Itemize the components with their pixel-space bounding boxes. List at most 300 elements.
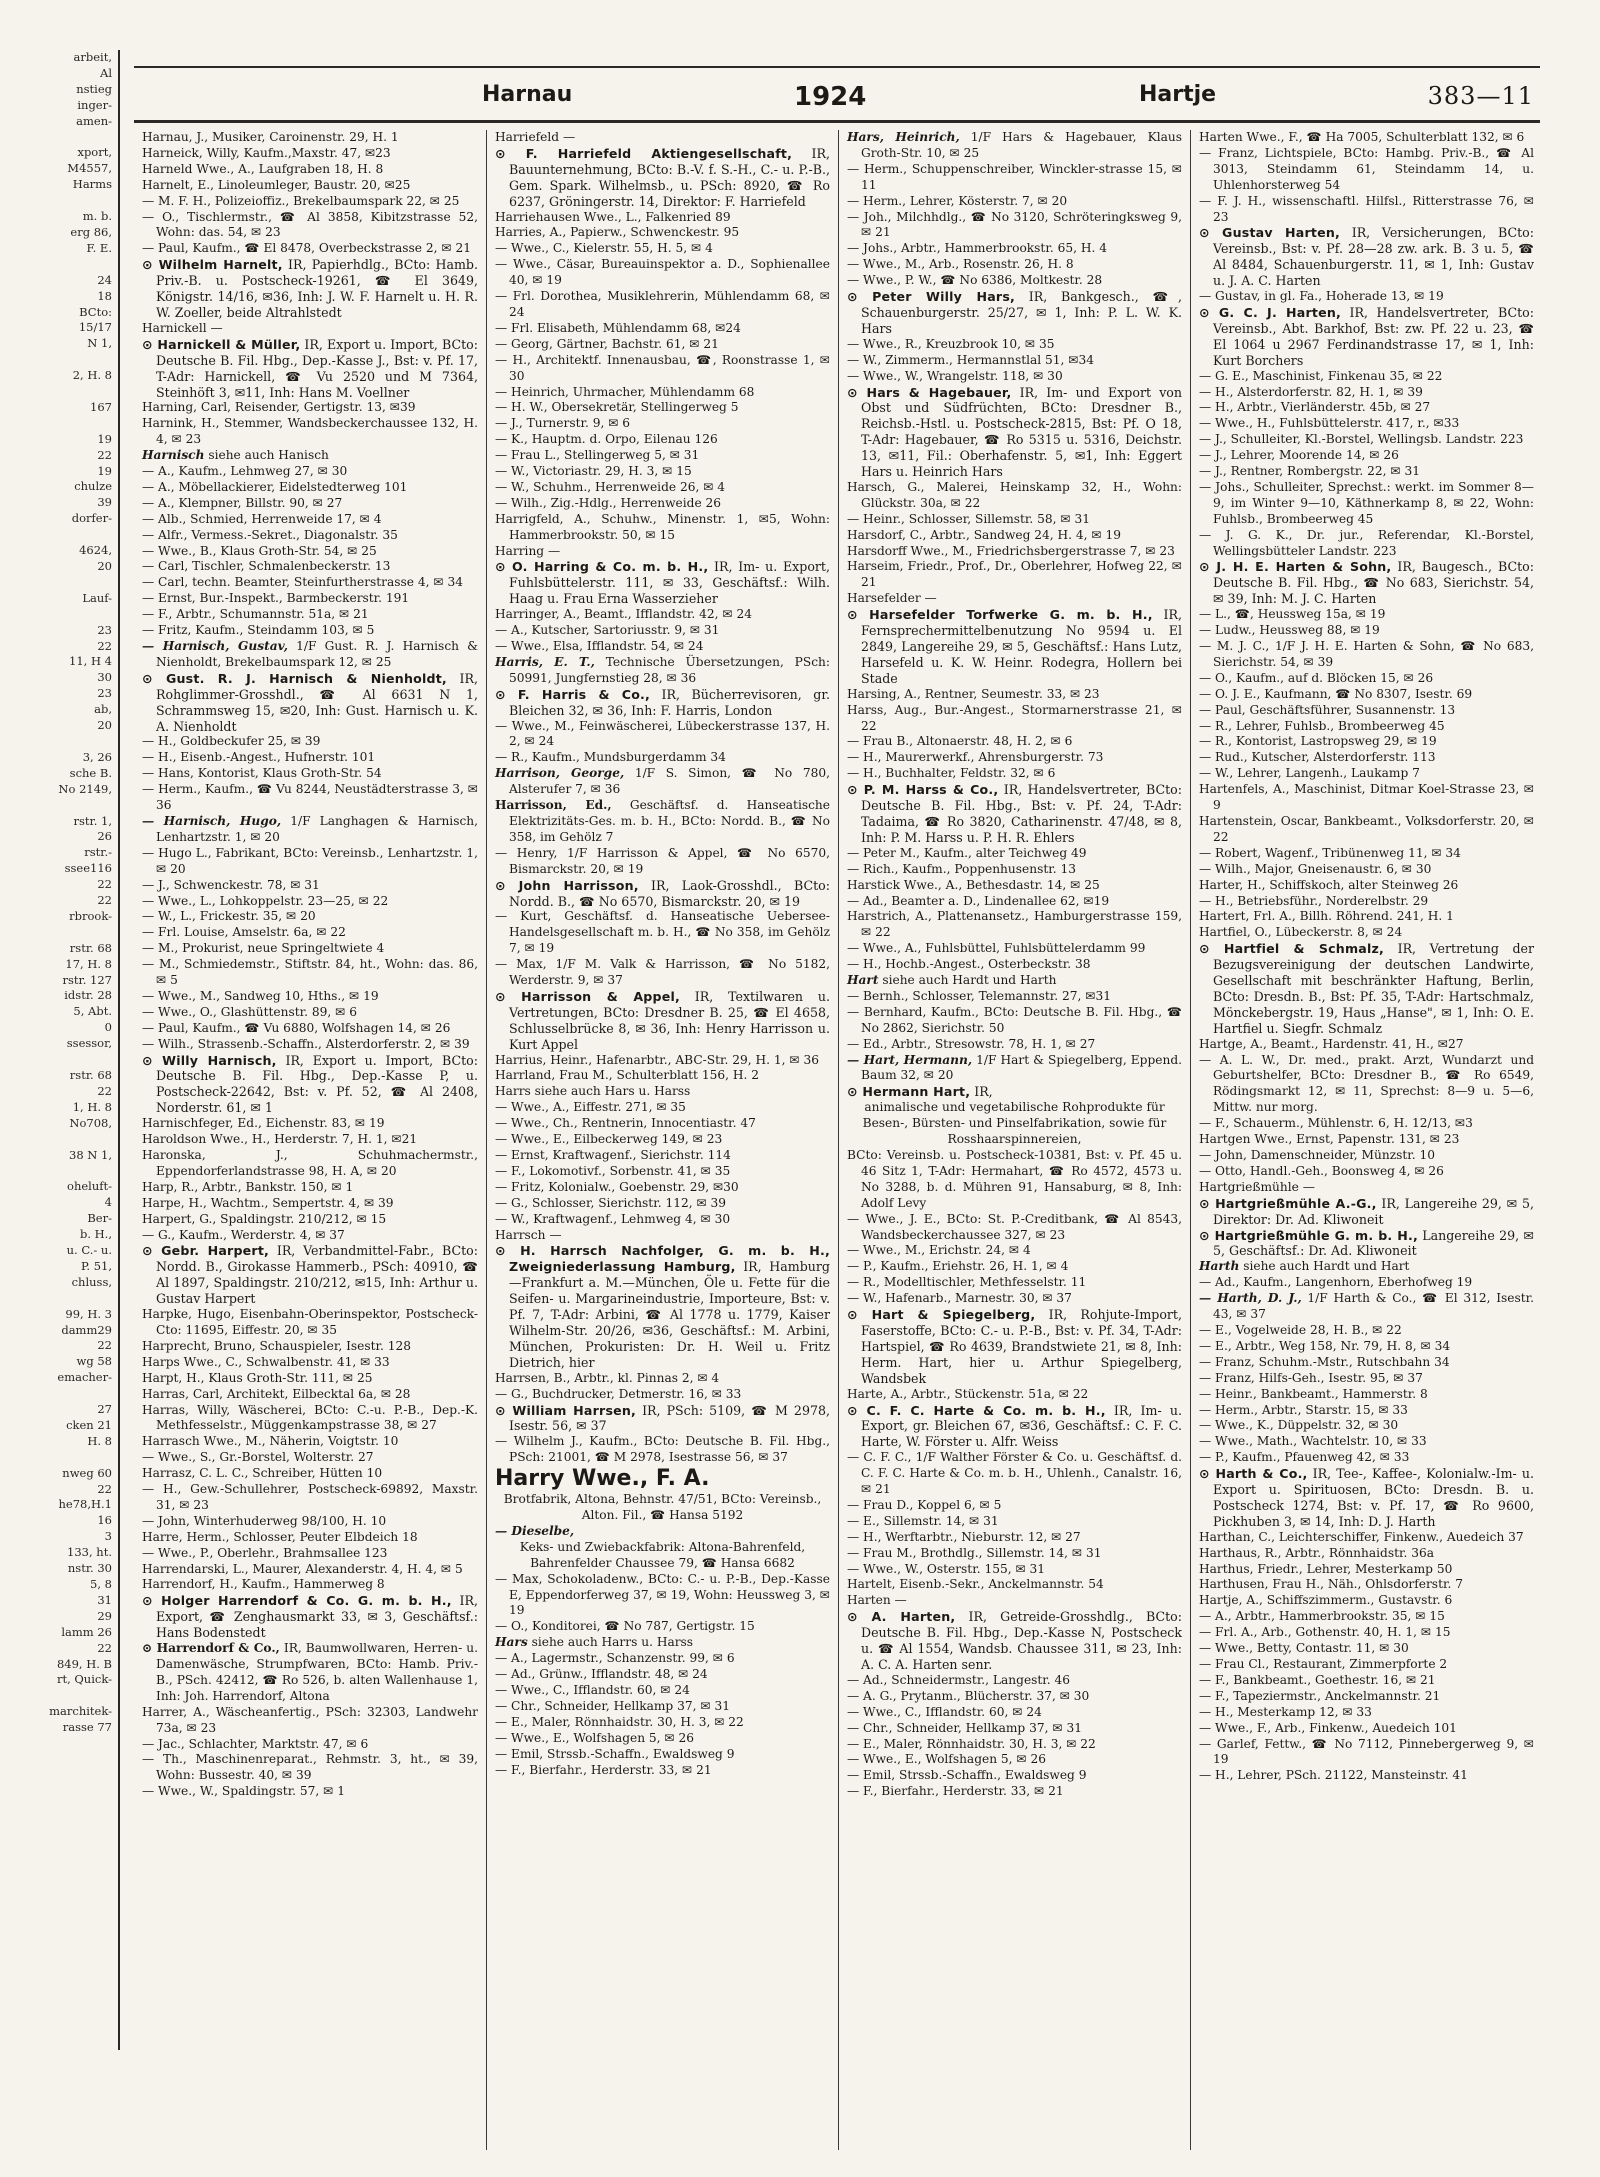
directory-entry [847, 1784, 1182, 1800]
entry-text: — Wilhelm J., Kaufm., BCto: Deutsche B. Fil. Hbg., PSch: 21001, ☎ M 2978, Isestrasse 56, ✉ 37 [495, 1434, 830, 1465]
entry-text: — E., Maler, Rönnhaidstr. 30, H. 3, ✉ 22 [847, 1736, 1096, 1751]
entry-text: Langereihe 29, ✉ 5, Geschäftsf.: Dr. Ad. Kliwoneit [1213, 1227, 1534, 1259]
directory-entry [495, 1434, 830, 1466]
directory-entry [847, 989, 1182, 1005]
strip-line: 23 [97, 686, 112, 701]
directory-entry [847, 1387, 1182, 1403]
entry-text: — Wwe., W., Spaldingstr. 57, ✉ 1 [142, 1784, 346, 1799]
entry-text: — Wilh., Zig.-Hdlg., Herrenweide 26 [495, 495, 722, 510]
entry-text: — J. G. K., Dr. jur., Referendar, Kl.-Borstel, Wellingsbütteler Landstr. 223 [1199, 527, 1534, 558]
entry-text: — Chr., Schneider, Hellkamp 37, ✉ 31 [847, 1720, 1082, 1735]
entry-text: IR, [970, 1084, 993, 1100]
entry-text: — M. F. H., Polizeioffiz., Brekelbaumspark 22, ✉ 25 [142, 193, 460, 208]
entry-text: — Wwe., P. W., ☎ No 6386, Moltkestr. 28 [847, 273, 1103, 288]
directory-entry [847, 1593, 1182, 1609]
directory-entry [495, 1524, 830, 1540]
directory-entry [847, 544, 1182, 560]
entry-text: — Wwe., Elsa, Ifflandstr. 54, ✉ 24 [495, 639, 704, 653]
entry-text: Harthaus, R., Arbtr., Rönnhaidstr. 36a [1199, 1545, 1435, 1560]
strip-line: 19 [97, 463, 112, 478]
strip-line: amen- [76, 113, 112, 128]
entry-text: Technische Übersetzungen, PSch: 50991, Jungfernstieg 28, ✉ 36 [509, 654, 830, 685]
strip-line: nstr. 30 [67, 1561, 112, 1576]
entry-text: Harten Wwe., F., ☎ Ha 7005, Schulterblatt 132, ✉ 6 [1199, 130, 1525, 144]
entry-text: Harringer, A., Beamt., Ifflandstr. 42, ✉ 24 [495, 607, 752, 622]
directory-entry [847, 1514, 1182, 1530]
entry-text: — Wwe., Math., Wachtelstr. 10, ✉ 33 [1199, 1434, 1427, 1449]
entry-text: Hartgen Wwe., Ernst, Papenstr. 131, ✉ 23 [1199, 1132, 1460, 1147]
entry-text: — A., Kutscher, Sartoriusstr. 9, ✉ 31 [495, 623, 720, 638]
directory-entry [1199, 1387, 1534, 1403]
entry-text: Hartgrießmühle — [1199, 1179, 1315, 1194]
entry-text: — F., Arbtr., Schumannstr. 51a, ✉ 21 [142, 607, 369, 622]
page-number: 383—11 [1427, 82, 1534, 110]
directory-entry [142, 544, 478, 560]
entry-name: ⊙ Hartgrießmühle A.-G., [1199, 1195, 1377, 1211]
directory-entry [495, 957, 830, 989]
directory-entry [847, 1291, 1182, 1307]
entry-name: ⊙ P. M. Harss & Co., [847, 782, 999, 798]
entry-text: — Carl, Tischler, Schmalenbeckerstr. 13 [142, 559, 391, 574]
entry-text: Harps Wwe., C., Schwalbenstr. 41, ✉ 33 [142, 1354, 390, 1369]
entry-text: — Gustav, in gl. Fa., Hoherade 13, ✉ 19 [1199, 289, 1444, 304]
entry-text: IR, Papierhdlg., BCto: Hamb. Priv.-B. u. Postscheck-19261, ☎ El 3649, Königstr. 14/16, ✉36, Inh: J. W. F. Harnelt u. H. R. W. Zoeller, beide Altrahlstedt [156, 257, 478, 320]
page-main [122, 0, 1542, 2177]
entry-text: Hartert, Frl. A., Billh. Röhrend. 241, H. 1 [1199, 909, 1454, 924]
directory-entry [1199, 448, 1534, 464]
strip-line: marchitek- [49, 1704, 112, 1719]
directory-entry [495, 1540, 830, 1572]
entry-name: — Harth, D. J., [1199, 1291, 1302, 1306]
entry-name: ⊙ John Harrisson, [495, 877, 639, 893]
directory-entry [1199, 1323, 1534, 1339]
entry-text: Geschäftsf. d. Hanseatische Elektrizitäts-Ges. m. b. H., BCto: Nordd. B., ☎ No 358, im Gehölz 7 [509, 798, 830, 844]
entry-text: — W., Hafenarb., Marnestr. 30, ✉ 37 [847, 1291, 1072, 1306]
directory-entry [495, 544, 830, 560]
entry-text: — Fritz, Kolonialw., Goebenstr. 29, ✉30 [495, 1179, 739, 1194]
strip-line: 99, H. 3 [65, 1306, 112, 1321]
directory-entry [847, 1243, 1182, 1259]
strip-line: 2, H. 8 [72, 368, 112, 383]
directory-entry [495, 1635, 830, 1651]
entry-text: — O., Konditorei, ☎ No 787, Gertigstr. 15 [495, 1619, 755, 1634]
entry-text: — A. G., Prytanm., Blücherstr. 37, ✉ 30 [847, 1688, 1090, 1703]
strip-line: ssessor, [66, 1036, 112, 1051]
entry-name: Harth [1199, 1259, 1240, 1274]
directory-entry [495, 607, 830, 623]
entry-text: — Frl. Dorothea, Musiklehrerin, Mühlendamm 68, ✉ 24 [495, 289, 830, 319]
directory-entry [495, 416, 830, 432]
entry-text: IR, Bücherrevisoren, gr. Bleichen 32, ✉ 36, Inh: F. Harris, London [509, 686, 830, 718]
directory-entry [1199, 1562, 1534, 1578]
directory-entry [1199, 1689, 1534, 1705]
directory-entry [1199, 432, 1534, 448]
entry-text: — J., Lehrer, Moorende 14, ✉ 26 [1199, 448, 1399, 463]
directory-entry [142, 1562, 478, 1578]
directory-entry [495, 1466, 830, 1492]
directory-entry [142, 528, 478, 544]
directory-entry [495, 559, 830, 607]
directory-entry [1199, 369, 1534, 385]
strip-line [0, 575, 118, 591]
directory-entry [1199, 1673, 1534, 1689]
entry-text: Harriefeld — [495, 130, 576, 144]
directory-entry [495, 846, 830, 878]
directory-entry [142, 1132, 478, 1148]
directory-entry [142, 1228, 478, 1244]
strip-line [0, 607, 118, 623]
entry-text: IR, Hamburg—Frankfurt a. M.—München, Öle u. Fette für die Seifen- u. Margarineindustrie, Importeure, Bst: v. Pf. 7, T-Adr: Arbini, ☎ Al 1778 u. 1779, Kaiser Wilhelm-Str. 20/26, ✉36, Geschäftsf.: M. Arbini, München, Prokuristen: Dr. H. Weil u. Fritz Dietrich, hier [509, 1259, 830, 1370]
previous-page-strip [0, 50, 120, 2050]
entry-text: — P., Kaufm., Pfauenweg 42, ✉ 33 [1199, 1450, 1410, 1465]
entry-text: — E., Arbtr., Weg 158, Nr. 79, H. 8, ✉ 34 [1199, 1338, 1451, 1353]
directory-entry [495, 1371, 830, 1387]
entry-text: Harpert, G., Spaldingstr. 210/212, ✉ 15 [142, 1211, 387, 1226]
directory-entry [142, 1737, 478, 1753]
strip-line: 16 [97, 1513, 112, 1528]
directory-entry [847, 1752, 1182, 1768]
entry-name: ⊙ Harth & Co., [1199, 1466, 1308, 1482]
entry-text: — J., Schulleiter, Kl.-Borstel, Wellingsb. Landstr. 223 [1199, 432, 1524, 447]
strip-line: inger- [77, 97, 112, 112]
entry-text: IR, Versicherungen, BCto: Vereinsb., Bst: v. Pf. 28—28 zw. ark. B. 3 u. 5, ☎ Al 8484, Schauenburgerstr. 11, ✉ 1, Inh: Gustav u. J. A. C. Harten [1213, 225, 1534, 289]
directory-entry [847, 1737, 1182, 1753]
directory-entry [847, 1307, 1182, 1387]
entry-text: — W., Victoriastr. 29, H. 3, ✉ 15 [495, 464, 692, 479]
directory-entry [142, 878, 478, 894]
directory-entry [1199, 225, 1534, 289]
strip-line: u. C.- u. [66, 1242, 112, 1257]
strip-line: 15/17 [78, 320, 112, 335]
entry-name: ⊙ Gustav Harten, [1199, 225, 1341, 241]
strip-line: M4557, [67, 161, 112, 176]
entry-name: Hart [847, 973, 879, 988]
directory-entry [1199, 1625, 1534, 1641]
entry-text: IR, Tee-, Kaffee-, Kolonialw.-Im- u. Export u. Spirituosen, BCto: Dresdn. B. u. Postscheck 1274, Bst: v. Pf. 17, ☎ Ro 9600, Pickhuben 3, ✉ 14, Inh: D. J. Harth [1213, 1466, 1534, 1529]
entry-text: — Rud., Kutscher, Alsterdorferstr. 113 [1199, 750, 1436, 765]
entry-name: ⊙ C. F. C. Harte & Co. m. b. H., [847, 1402, 1106, 1418]
strip-line [0, 1132, 118, 1148]
entry-text: Harsdorff Wwe., M., Friedrichsbergerstrasse 7, ✉ 23 [847, 543, 1175, 558]
directory-entry [847, 1100, 1182, 1148]
entry-text: Harrasz, C. L. C., Schreiber, Hütten 10 [142, 1466, 383, 1481]
directory-entry [847, 766, 1182, 782]
strip-line: nstieg [76, 81, 112, 96]
directory-entry [847, 257, 1182, 273]
strip-line: 3 [104, 1529, 112, 1544]
directory-entry [142, 925, 478, 941]
strip-line: 5, 8 [90, 1577, 112, 1591]
entry-text: — Wwe., B., Klaus Groth-Str. 54, ✉ 25 [142, 543, 377, 558]
entry-text: Harnau, J., Musiker, Caroinenstr. 29, H. 1 [142, 130, 399, 144]
directory-entry [495, 1100, 830, 1116]
entry-text: — E., Maler, Rönnhaidstr. 30, H. 3, ✉ 22 [495, 1714, 744, 1729]
strip-line: Harms [72, 177, 112, 192]
entry-text: Harries, A., Papierw., Schwenckestr. 95 [495, 225, 740, 240]
entry-text: — Wwe., W., Wrangelstr. 118, ✉ 30 [847, 368, 1063, 383]
header-rule [134, 120, 1540, 123]
strip-line: 22 [97, 1338, 112, 1353]
entry-name: Hars [495, 1635, 528, 1650]
directory-entry [142, 1116, 478, 1132]
entry-text: Harning, Carl, Reisender, Gertigstr. 13, ✉39 [142, 400, 416, 415]
entry-name: ⊙ Gebr. Harpert, [142, 1243, 270, 1259]
directory-entry [1199, 782, 1534, 814]
directory-entry [847, 1148, 1182, 1212]
entry-text: Harprecht, Bruno, Schauspieler, Isestr. 128 [142, 1338, 412, 1353]
entry-text: Harseim, Friedr., Prof., Dr., Oberlehrer, Hofweg 22, ✉ 21 [847, 559, 1182, 590]
entry-text: — Wilh., Strassenb.-Schaffn., Alsterdorferstr. 2, ✉ 39 [142, 1036, 470, 1051]
directory-entry [847, 1530, 1182, 1546]
entry-text: — Alb., Schmied, Herrenweide 17, ✉ 4 [142, 511, 382, 526]
entry-text: Harrius, Heinr., Hafenarbtr., ABC-Str. 29, H. 1, ✉ 36 [495, 1052, 819, 1067]
entry-text: 1/F Hart & Spiegelberg, Eppend. Baum 32, ✉ 20 [861, 1052, 1182, 1083]
strip-line [0, 1450, 118, 1466]
directory-entry [1199, 671, 1534, 687]
directory-entry [495, 1164, 830, 1180]
directory-entry [142, 480, 478, 496]
strip-line: arbeit, [73, 50, 112, 64]
entry-text: — F., Bierfahr., Herderstr. 33, ✉ 21 [495, 1762, 712, 1777]
entry-text: Harnelt, E., Linoleumleger, Baustr. 20, ✉25 [142, 177, 411, 192]
directory-entry [847, 1689, 1182, 1705]
header-first-name: Harnau [482, 82, 573, 107]
directory-entry [142, 639, 478, 671]
directory-entry [847, 1609, 1182, 1673]
directory-entry [495, 400, 830, 416]
directory-entry [847, 528, 1182, 544]
directory-entry [495, 1699, 830, 1715]
entry-text: — Ad., Schneidermstr., Langestr. 46 [847, 1672, 1071, 1687]
directory-entry [142, 1546, 478, 1562]
directory-entry [495, 1572, 830, 1620]
entry-name: ⊙ Harrisson & Appel, [495, 988, 680, 1004]
strip-line: 30 [97, 670, 112, 685]
entry-text: — W., L., Frickestr. 35, ✉ 20 [142, 909, 316, 924]
entry-text: Harp, R., Arbtr., Bankstr. 150, ✉ 1 [142, 1179, 354, 1194]
strip-line: 5, Abt. [73, 1004, 112, 1019]
directory-entry [495, 719, 830, 751]
directory-entry [1199, 766, 1534, 782]
entry-text: — Frau D., Koppel 6, ✉ 5 [847, 1497, 1002, 1512]
entry-text: — Wwe., Ch., Rentnerin, Innocentiastr. 47 [495, 1116, 756, 1131]
directory-entry [142, 1514, 478, 1530]
entry-text: 1/F Hars & Hagebauer, Klaus Groth-Str. 10, ✉ 25 [861, 130, 1182, 160]
directory-entry [495, 1619, 830, 1635]
directory-entry [847, 1403, 1182, 1451]
strip-line: BCto: [79, 304, 112, 319]
directory-entry [495, 257, 830, 289]
directory-entry [142, 1387, 478, 1403]
entry-name: — Harnisch, Hugo, [142, 813, 282, 828]
entry-text: — Max, 1/F M. Valk & Harrisson, ☎ No 5182, Werderstr. 9, ✉ 37 [495, 957, 830, 988]
directory-entry [495, 687, 830, 719]
entry-text: — Rich., Kaufm., Poppenhusenstr. 13 [847, 861, 1076, 876]
entry-text: — W., Kraftwagenf., Lehmweg 4, ✉ 30 [495, 1211, 731, 1226]
directory-entry [142, 1355, 478, 1371]
entry-text: — L., ☎, Heussweg 15a, ✉ 19 [1199, 607, 1386, 622]
directory-entry [142, 607, 478, 623]
entry-text: — Frl. Louise, Amselstr. 6a, ✉ 22 [142, 925, 346, 940]
entry-text: — Carl, techn. Beamter, Steinfurtherstrasse 4, ✉ 34 [142, 575, 463, 590]
directory-entry [142, 846, 478, 878]
directory-entry [142, 750, 478, 766]
directory-entry [495, 385, 830, 401]
entry-text: — Wwe., M., Arb., Rosenstr. 26, H. 8 [847, 257, 1074, 272]
entry-text: — Johs., Arbtr., Hammerbrookstr. 65, H. 4 [847, 241, 1107, 256]
directory-entry [142, 321, 478, 337]
entry-text: Harpt, H., Klaus Groth-Str. 111, ✉ 25 [142, 1370, 373, 1385]
strip-line [0, 193, 118, 209]
entry-text: — F. J. H., wissenschaftl. Hilfsl., Ritterstrasse 76, ✉ 23 [1199, 193, 1534, 224]
entry-text: IR, Rohjute-Import, Faserstoffe, BCto: C.- u. P.-B., Bst: v. Pf. 34, T-Adr: Hartspiel, ☎ Ro 4639, Brandstwiete 21, ✉ 8, Inh: Herm. Hart, hier u. Arthur Spiegelberg, Wandsbek [861, 1307, 1182, 1386]
directory-entry [847, 385, 1182, 480]
directory-entry [1199, 623, 1534, 639]
directory-entry [142, 1482, 478, 1514]
entry-text: — G., Buchdrucker, Detmerstr. 16, ✉ 33 [495, 1386, 742, 1401]
directory-entry [847, 862, 1182, 878]
directory-entry [142, 416, 478, 448]
directory-entry [142, 178, 478, 194]
directory-entry [1199, 559, 1534, 607]
entry-text: — Wwe., L., Lohkoppelstr. 23—25, ✉ 22 [142, 893, 389, 908]
entry-text: — Wilh., Major, Gneisenaustr. 6, ✉ 30 [1199, 861, 1432, 876]
strip-line: emacher- [57, 1370, 112, 1385]
entry-text: — Hans, Kontorist, Klaus Groth-Str. 54 [142, 766, 382, 781]
strip-line [0, 1052, 118, 1068]
entry-name: ⊙ A. Harten, [847, 1609, 956, 1625]
entry-text: — Garlef, Fettw., ☎ No 7112, Pinnebergerweg 9, ✉ 19 [1199, 1736, 1534, 1767]
entry-text: — Robert, Wagenf., Tribünenweg 11, ✉ 34 [1199, 845, 1461, 860]
directory-entry [495, 146, 830, 210]
directory-entry [495, 496, 830, 512]
entry-text: — Henry, 1/F Harrisson & Appel, ☎ No 6570, Bismarckstr. 20, ✉ 19 [495, 845, 830, 876]
entry-text: — H., Goldbeckufer 25, ✉ 39 [142, 734, 321, 749]
directory-entry [1199, 687, 1534, 703]
directory-entry [495, 289, 830, 321]
directory-entry [847, 1562, 1182, 1578]
strip-line: 22 [97, 447, 112, 462]
directory-entry [495, 750, 830, 766]
strip-line [0, 257, 118, 273]
strip-line: 22 [97, 1481, 112, 1496]
directory-entry [495, 1492, 830, 1524]
directory-entry [847, 957, 1182, 973]
directory-entry [142, 1434, 478, 1450]
entry-name: ⊙ Harnickell & Müller, [142, 336, 301, 352]
entry-text: — John, Winterhuderweg 98/100, H. 10 [142, 1513, 387, 1528]
directory-entry [1199, 1164, 1534, 1180]
entry-text: — H., Maurerwerkf., Ahrensburgerstr. 73 [847, 750, 1104, 765]
directory-entry [495, 1212, 830, 1228]
entry-text: — Wwe., O., Glashüttenstr. 89, ✉ 6 [142, 1004, 357, 1019]
strip-line [0, 384, 118, 400]
directory-entry [847, 1705, 1182, 1721]
entry-text: IR, Laok-Grosshdl., BCto: Nordd. B., ☎ No 6570, Bismarckstr. 20, ✉ 19 [509, 877, 830, 909]
entry-text: — Johs., Schulleiter, Sprechst.: werkt. im Sommer 8—9, im Winter 9—10, Käthnerkamp 8, ✉ 22, Wohn: Fuhlsb., Brombeerweg 45 [1199, 479, 1534, 526]
entry-name: ⊙ Peter Willy Hars, [847, 289, 1015, 305]
running-header [134, 82, 1536, 112]
entry-text: Harriehausen Wwe., L., Falkenried 89 [495, 209, 731, 224]
entry-text: — H., Eisenb.-Angest., Hufnerstr. 101 [142, 750, 376, 765]
directory-entry [847, 130, 1182, 162]
directory-entry [1199, 400, 1534, 416]
directory-entry [1199, 416, 1534, 432]
entry-text: — H., Mesterkamp 12, ✉ 33 [1199, 1704, 1372, 1719]
strip-line: xport, [77, 145, 112, 160]
directory-entry [142, 1371, 478, 1387]
entry-text: — H., Hochb.-Angest., Osterbeckstr. 38 [847, 957, 1091, 972]
directory-entry [495, 1068, 830, 1084]
strip-line: rstr. 68 [69, 940, 112, 955]
strip-line: rt, Quick- [56, 1672, 112, 1687]
entry-text: — Th., Maschinenreparat., Rehmstr. 3, ht., ✉ 39, Wohn: Bussestr. 40, ✉ 39 [142, 1752, 478, 1783]
entry-name: ⊙ Hermann Hart, [847, 1084, 971, 1100]
entry-text: Haroldson Wwe., H., Herderstr. 7, H. 1, ✉21 [142, 1132, 418, 1147]
strip-line [0, 925, 118, 941]
directory-entry [142, 1466, 478, 1482]
directory-entry [847, 1498, 1182, 1514]
directory-entry [1199, 385, 1534, 401]
entry-name: ⊙ William Harrsen, [495, 1402, 637, 1418]
entry-name: — Harnisch, Gustav, [142, 639, 288, 653]
entry-text: — Wwe., Cäsar, Bureauinspektor a. D., Sophienallee 40, ✉ 19 [495, 257, 830, 288]
entry-text: — C. F. C., 1/F Walther Förster & Co. u. Geschäftsf. d. C. F. C. Harte & Co. m. b. H., Uhlenh., Canalstr. 16, ✉ 21 [847, 1450, 1182, 1497]
directory-entry [1199, 814, 1534, 846]
entry-text: — Jac., Schlachter, Marktstr. 47, ✉ 6 [142, 1736, 369, 1751]
directory-entry [1199, 289, 1534, 305]
directory-entry [847, 337, 1182, 353]
directory-entry [1199, 1705, 1534, 1721]
entry-text: Harre, Herm., Schlosser, Peuter Elbdeich 18 [142, 1529, 418, 1544]
entry-text: — F., Schauerm., Mühlenstr. 6, H. 12/13, ✉3 [1199, 1116, 1473, 1131]
entry-text: — F., Bierfahr., Herderstr. 33, ✉ 21 [847, 1784, 1064, 1799]
directory-entry [1199, 894, 1534, 910]
entry-text: Harnink, H., Stemmer, Wandsbeckerchaussee 132, H. 4, ✉ 23 [142, 416, 478, 447]
entry-text: — Ad., Beamter a. D., Lindenallee 62, ✉19 [847, 893, 1110, 908]
entry-text: — Wwe., K., Düppelstr. 32, ✉ 30 [1199, 1418, 1399, 1433]
entry-text: IR, Baumwollwaren, Herren- u. Damenwäsche, Strumpfwaren, BCto: Hamb. Priv.-B., PSch. 42412, ☎ Ro 526, b. alten Wallenhause 1, Inh: Joh. Harrendorf, Altona [156, 1641, 478, 1703]
entry-name: Harris, E. T., [495, 654, 595, 669]
entry-text: IR, Verbandmittel-Fabr., BCto: Nordd. B., Girokasse Hammerb., PSch: 40910, ☎ Al 1897, Spaldingstr. 210/212, ✉15, Inh: Arthur u. Gustav Harpert [156, 1243, 479, 1307]
entry-text: — Wwe., A., Fuhlsbüttel, Fuhlsbüttelerdamm 99 [847, 941, 1146, 956]
entry-text: 1/F S. Simon, ☎ No 780, Alsterufer 7, ✉ 36 [509, 766, 830, 797]
directory-entry [1199, 1339, 1534, 1355]
directory-entry [495, 321, 830, 337]
entry-text: — P., Kaufm., Eriehstr. 26, H. 1, ✉ 4 [847, 1259, 1069, 1274]
entry-text: — Paul, Geschäftsführer, Susannenstr. 13 [1199, 702, 1456, 717]
entry-text: BCto: Vereinsb. u. Postscheck-10381, Bst: v. Pf. 45 u. 46 Sitz 1, T-Adr: Hermahart, ☎ Ro 4572, 4573 u. No 3288, b. d. Mühren 91, Hansaburg, ✉ 8, Inh: Adolf Levy [847, 1148, 1182, 1210]
entry-text: IR, Bauunternehmung, BCto: B.-V. f. S.-H., C.- u. P.-B., Gem. Spark. Wilhelmsb., u. PSch: 8920, ☎ Ro 6237, Gröningerstr. 14, Direktor: F. Harriefeld [509, 145, 831, 209]
directory-entry [142, 1577, 478, 1593]
directory-entry [495, 1667, 830, 1683]
entry-text: Harrigfeld, A., Schuhw., Minenstr. 1, ✉5, Wohn: Hammerbrookstr. 50, ✉ 15 [495, 511, 830, 542]
entry-text: — Wwe., M., Erichstr. 24, ✉ 4 [847, 1243, 1031, 1258]
strip-line: erg 86, [70, 224, 112, 239]
directory-entry [142, 1784, 478, 1800]
directory-entry [142, 1752, 478, 1784]
directory-entry [495, 464, 830, 480]
entry-text: Harter, H., Schiffskoch, alter Steinweg 26 [1199, 877, 1459, 892]
directory-entry [847, 734, 1182, 750]
directory-entry [495, 1116, 830, 1132]
strip-line: 1, H. 8 [72, 1099, 112, 1114]
column-3 [838, 130, 1190, 2150]
directory-entry [1199, 1132, 1534, 1148]
strip-line: 4624, [79, 543, 112, 558]
entry-name: Harrison, George, [495, 766, 625, 781]
entry-text: Harpke, Hugo, Eisenbahn-Oberinspektor, Postscheck-Cto: 11695, Eiffestr. 20, ✉ 35 [142, 1307, 478, 1337]
